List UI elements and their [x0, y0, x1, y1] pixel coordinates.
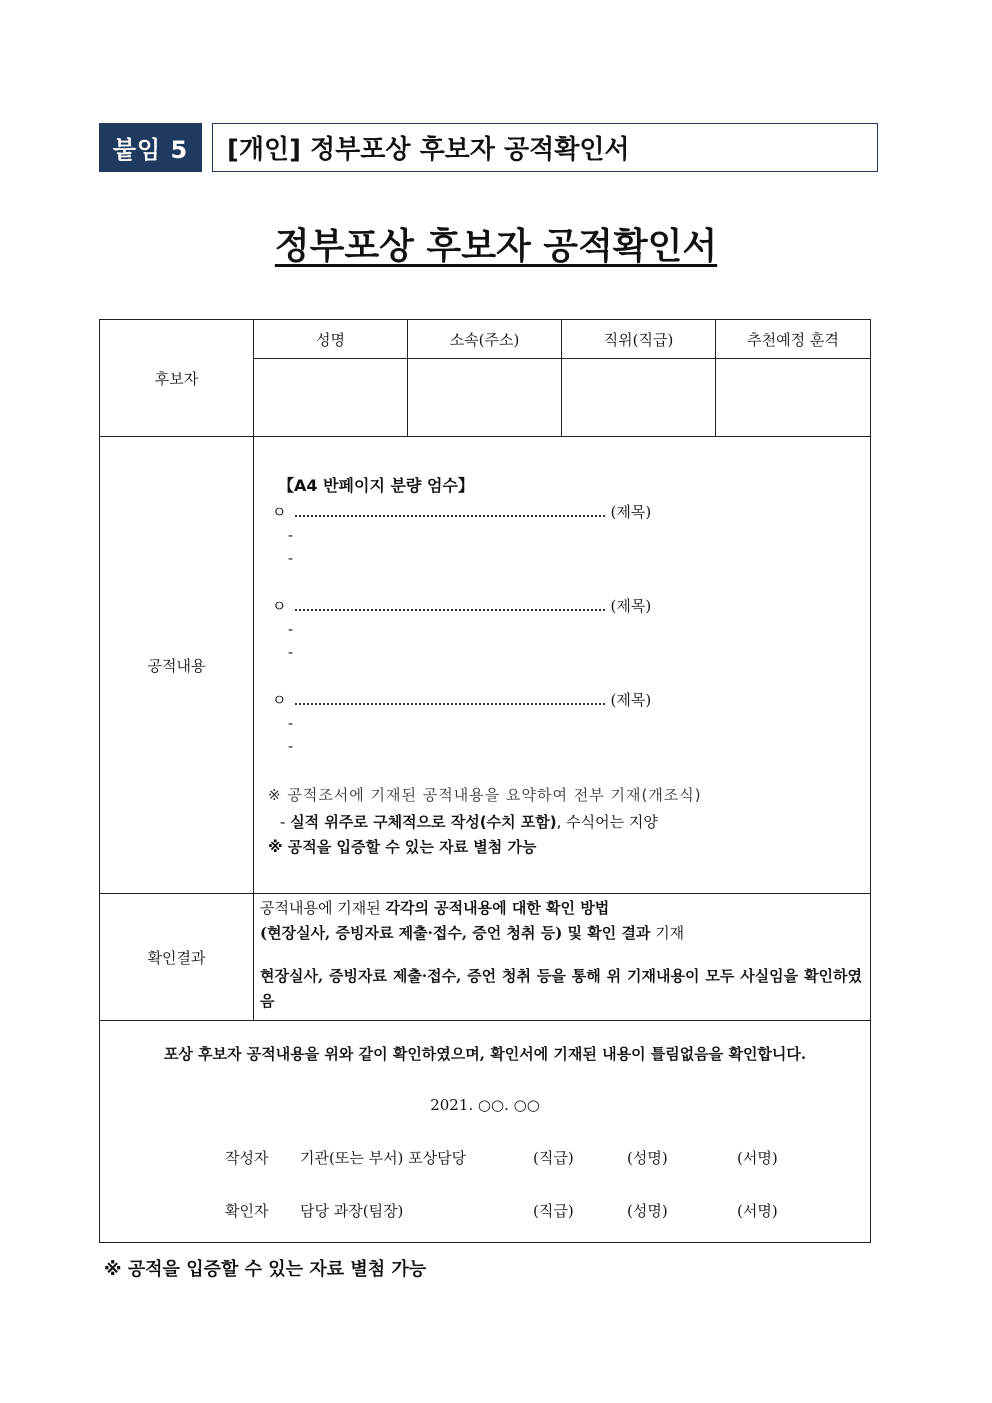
column-name: 성명 — [254, 320, 408, 359]
form-heading: [개인] 정부포상 후보자 공적확인서 — [212, 123, 878, 172]
writer-role: 작성자 — [225, 1149, 269, 1167]
document-title-text: 정부포상 후보자 공적확인서 — [274, 226, 718, 267]
writer-sign[interactable]: (서명) — [737, 1149, 778, 1167]
sub-dash: - — [288, 526, 294, 544]
merit-label: 공적내용 — [100, 437, 254, 894]
checker-org: 담당 과장(팀장) — [300, 1202, 404, 1220]
sub-dash: - — [288, 549, 294, 567]
affiliation-cell[interactable] — [408, 359, 562, 437]
checker-rank[interactable]: (직급) — [533, 1202, 574, 1220]
merit-content-cell[interactable] — [254, 437, 871, 894]
confirm-content-cell[interactable] — [254, 894, 871, 1021]
name-cell[interactable] — [254, 359, 408, 437]
writer-rank[interactable]: (직급) — [533, 1149, 574, 1167]
declaration-cell — [100, 1021, 871, 1243]
bullet-icon: ㅇ — [272, 691, 287, 709]
item-title-label: (제목) — [610, 597, 652, 615]
award-grade-cell[interactable] — [716, 359, 871, 437]
confirm-method-detail: (현장실사, 증빙자료 제출·접수, 증언 청취 등) 및 확인 결과 기재 — [260, 924, 685, 942]
position-cell[interactable] — [562, 359, 716, 437]
checker-signature-row — [100, 1200, 870, 1222]
title-placeholder-line — [295, 515, 605, 517]
checker-name[interactable]: (성명) — [627, 1202, 668, 1220]
writing-instruction: - 실적 위주로 구체적으로 작성(수치 포함), 수식어는 지양 — [280, 813, 658, 831]
declaration-date: 2021. ○○. ○○ — [430, 1096, 540, 1114]
confirm-label: 확인결과 — [100, 894, 254, 1021]
column-position: 직위(직급) — [562, 320, 716, 359]
merit-item — [272, 500, 860, 524]
candidate-label: 후보자 — [100, 320, 254, 437]
checker-role: 확인자 — [225, 1202, 269, 1220]
sub-dash: - — [288, 737, 294, 755]
declaration-text: 포상 후보자 공적내용을 위와 같이 확인하였으며, 확인서에 기재된 내용이 틀림없음을 확인합니다. — [163, 1045, 807, 1063]
sub-dash: - — [288, 620, 294, 638]
checker-sign[interactable]: (서명) — [737, 1202, 778, 1220]
column-affiliation: 소속(주소) — [408, 320, 562, 359]
confirm-result: 현장실사, 증빙자료 제출·접수, 증언 청취 등을 통해 위 기재내용이 모두 사실임을 확인하였음 — [260, 967, 862, 1010]
writer-org: 기관(또는 부서) 포상담당 — [300, 1149, 467, 1167]
a4-limit-note: 【A4 반페이지 분량 엄수】 — [278, 476, 474, 495]
sub-dash: - — [288, 643, 294, 661]
writer-signature-row — [100, 1147, 870, 1169]
attachment-badge: 붙임 5 — [99, 123, 202, 172]
column-award-grade: 추천예정 훈격 — [716, 320, 871, 359]
merit-confirmation-table — [99, 319, 871, 1243]
merit-item — [272, 688, 860, 712]
item-title-label: (제목) — [610, 691, 652, 709]
document-title — [0, 218, 992, 269]
writer-name[interactable]: (성명) — [627, 1149, 668, 1167]
title-placeholder-line — [295, 609, 605, 611]
bullet-icon: ㅇ — [272, 503, 287, 521]
footnote: ※ 공적을 입증할 수 있는 자료 별첨 가능 — [104, 1259, 427, 1280]
sub-dash: - — [288, 714, 294, 732]
summary-instruction: ※ 공적조서에 기재된 공적내용을 요약하여 전부 기재(개조식) — [268, 786, 702, 804]
merit-item — [272, 594, 860, 618]
bullet-icon: ㅇ — [272, 597, 287, 615]
attachment-note: ※ 공적을 입증할 수 있는 자료 별첨 가능 — [268, 838, 537, 856]
confirm-method-line: 공적내용에 기재된 각각의 공적내용에 대한 확인 방법 — [260, 899, 610, 917]
title-placeholder-line — [295, 703, 605, 705]
item-title-label: (제목) — [610, 503, 652, 521]
